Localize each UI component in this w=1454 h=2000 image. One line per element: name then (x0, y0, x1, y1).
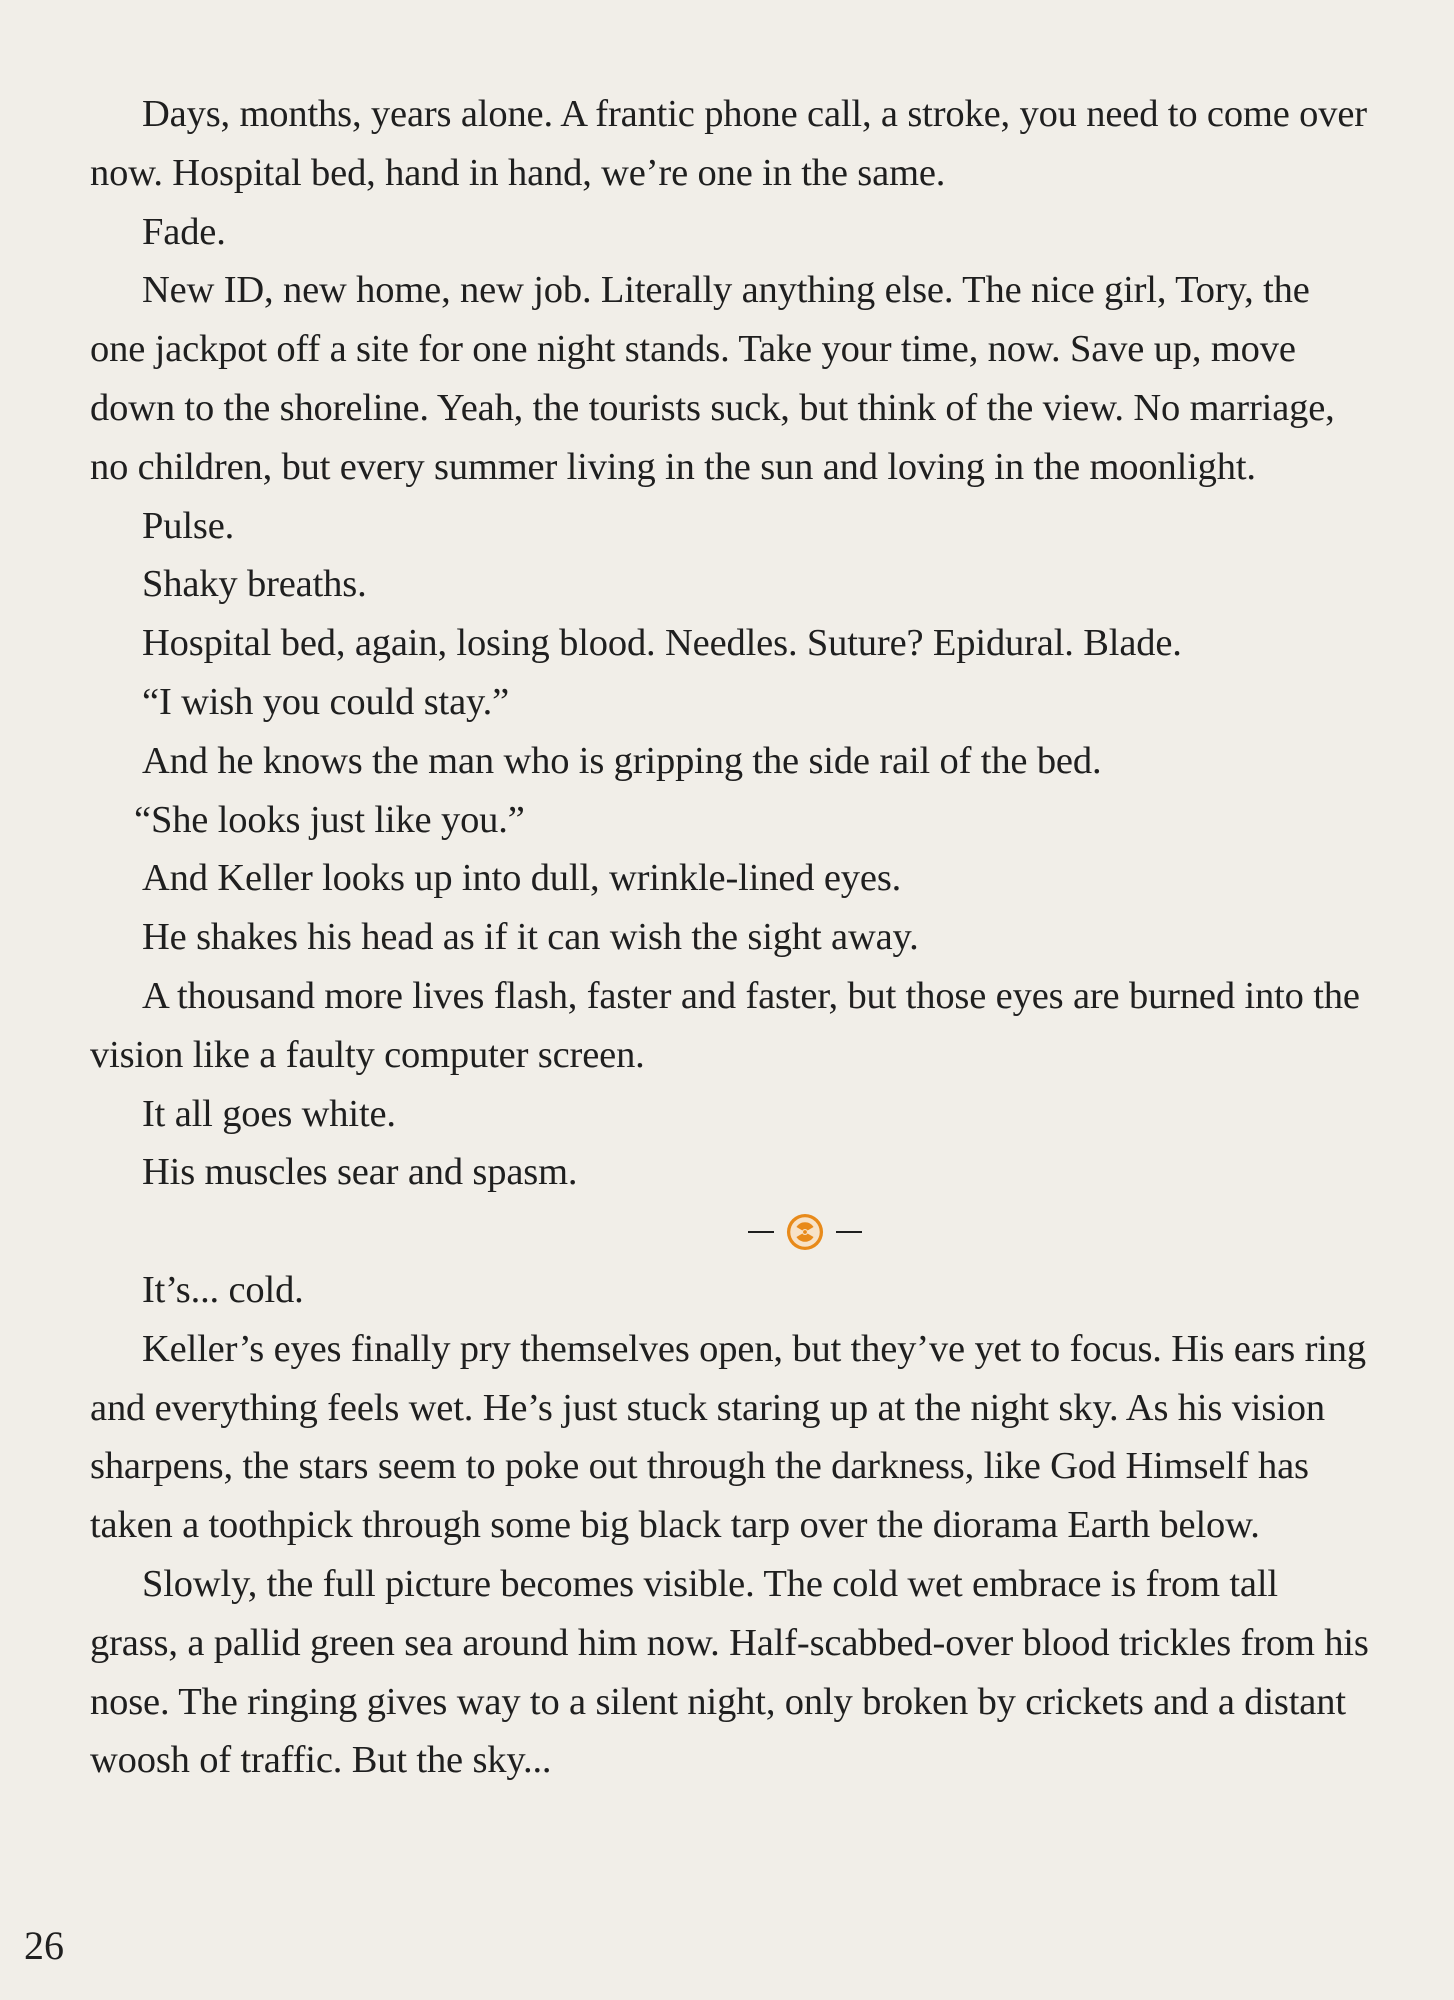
paragraph: Slowly, the full picture becomes visible. The cold wet embrace is from tall grass, a pallid green sea around him now. Half-scabbed-over blood trickles from his nose. The ringing gives way to a silent night, only broken by crickets and a distant woosh of traffic. But the sky... (90, 1562, 1369, 1782)
divider-dash-right (836, 1231, 862, 1233)
radiation-icon (786, 1213, 824, 1251)
paragraph: A thousand more lives flash, faster and faster, but those eyes are burned into the vision like a faulty computer screen. (90, 974, 1360, 1076)
page-number: 26 (24, 1923, 64, 1968)
paragraph: Pulse. (142, 504, 235, 547)
scene-break-divider (90, 1202, 1370, 1261)
paragraph: “I wish you could stay.” (142, 680, 510, 723)
paragraph: And he knows the man who is gripping the side rail of the bed. (142, 739, 1102, 782)
body-text (90, 85, 1370, 1790)
paragraph: It’s... cold. (142, 1268, 304, 1311)
divider-dash-left (748, 1231, 774, 1233)
paragraph: New ID, new home, new job. Literally anything else. The nice girl, Tory, the one jackpot off a site for one night stands. Take your time, now. Save up, move down to the shoreline. Yeah, the tourists suck, but think of the view. No marriage, no children, but every summer living in the sun and loving in the moonlight. (90, 269, 1335, 488)
paragraph: Days, months, years alone. A frantic phone call, a stroke, you need to come over now. Hospital bed, hand in hand, we’re one in the same. (90, 93, 1367, 194)
paragraph: Shaky breaths. (142, 563, 367, 606)
paragraph: “She looks just like you.” (134, 798, 525, 841)
paragraph: It all goes white. (142, 1092, 396, 1135)
paragraph: Keller’s eyes finally pry themselves open, but they’ve yet to focus. His ears ring and everything feels wet. He’s just stuck staring up at the night sky. As his vision sharpens, the stars seem to poke out through the darkness, like God Himself has taken a toothpick through some big black tarp over the diorama Earth below. (90, 1327, 1367, 1547)
paragraph: He shakes his head as if it can wish the sight away. (142, 916, 919, 959)
paragraph: Hospital bed, again, losing blood. Needles. Suture? Epidural. Blade. (142, 622, 1182, 665)
paragraph: His muscles sear and spasm. (142, 1151, 578, 1194)
paragraph: And Keller looks up into dull, wrinkle-lined eyes. (142, 857, 902, 900)
paragraph: Fade. (142, 210, 226, 253)
